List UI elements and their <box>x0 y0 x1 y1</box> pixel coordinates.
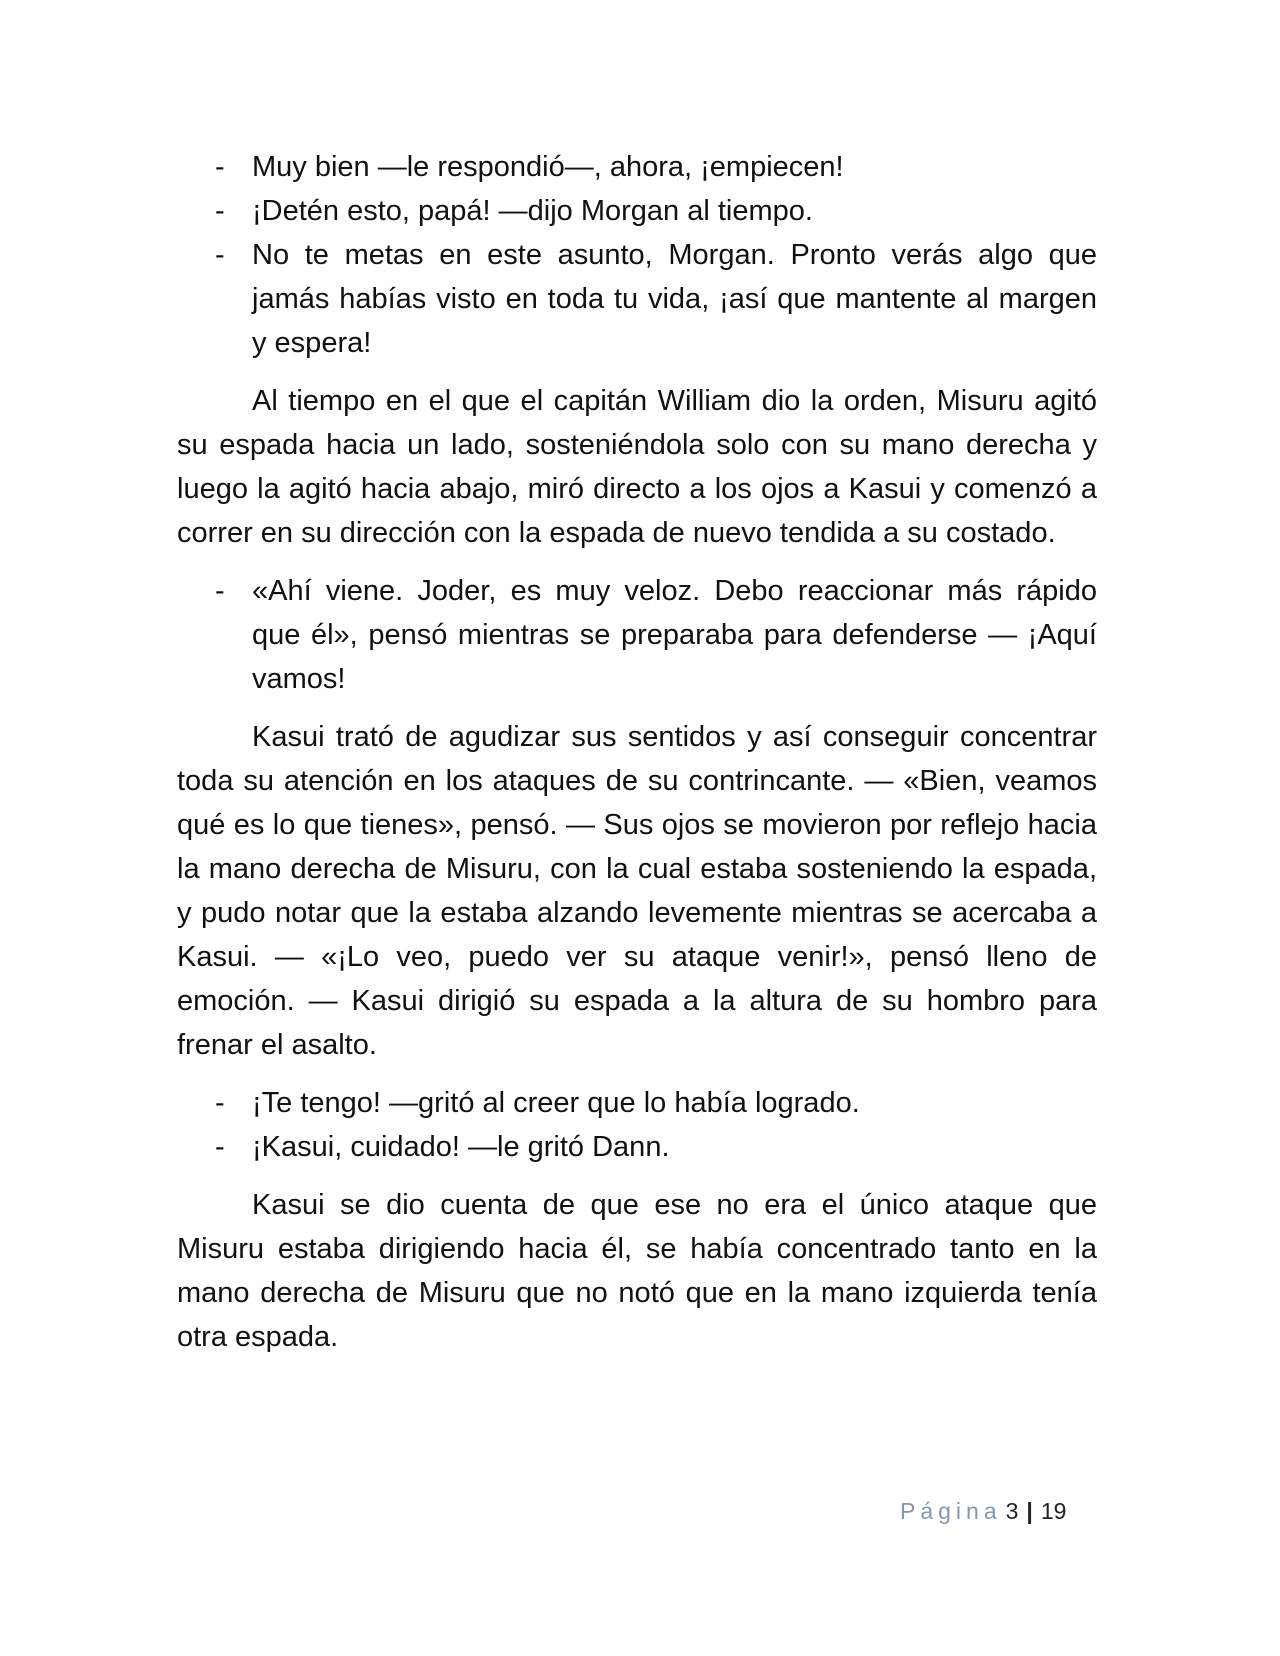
page-label: Página <box>900 1498 1002 1524</box>
dialogue-text: «Ahí viene. Joder, es muy veloz. Debo reaccionar más rápido que él», pensó mientras se preparaba para defenderse — ¡Aquí vamos! <box>252 575 1097 695</box>
dialogue-line <box>177 1125 1097 1169</box>
page-total: 19 <box>1040 1498 1067 1524</box>
dialogue-block-1 <box>177 145 1097 365</box>
dialogue-dash: - <box>215 1087 225 1119</box>
dialogue-dash: - <box>215 575 225 607</box>
dialogue-line <box>177 1081 1097 1125</box>
dialogue-dash: - <box>215 1131 225 1163</box>
dialogue-line <box>177 145 1097 189</box>
dialogue-dash: - <box>215 195 225 227</box>
dialogue-dash: - <box>215 151 225 183</box>
narrative-paragraph-2: Kasui trató de agudizar sus sentidos y así conseguir concentrar toda su atención en los ataques de su contrincante. — «Bien, veamos qué es lo que tienes», pensó. — Sus ojos se movieron por reflejo hacia la mano derecha de Misuru, con la cual estaba sosteniendo la espada, y pudo notar que la estaba alzando levemente mientras se acercaba a Kasui. — «¡Lo veo, puedo ver su ataque venir!», pensó lleno de emoción. — Kasui dirigió su espada a la altura de su hombro para frenar el asalto. <box>177 721 1097 1061</box>
dialogue-text: ¡Kasui, cuidado! —le gritó Dann. <box>252 1131 670 1163</box>
dialogue-text: ¡Te tengo! —gritó al creer que lo había logrado. <box>252 1087 860 1119</box>
page-separator: | <box>1026 1498 1033 1524</box>
dialogue-dash: - <box>215 239 225 271</box>
dialogue-line <box>177 569 1097 701</box>
dialogue-text: No te metas en este asunto, Morgan. Pronto verás algo que jamás habías visto en toda tu vida, ¡así que mantente al margen y espera! <box>252 239 1097 359</box>
dialogue-text: Muy bien —le respondió—, ahora, ¡empiecen! <box>252 151 844 183</box>
dialogue-block-3 <box>177 1081 1097 1169</box>
dialogue-line <box>177 233 1097 365</box>
dialogue-text: ¡Detén esto, papá! —dijo Morgan al tiempo. <box>252 195 813 227</box>
narrative-paragraph-1: Al tiempo en el que el capitán William dio la orden, Misuru agitó su espada hacia un lado, sosteniéndola solo con su mano derecha y luego la agitó hacia abajo, miró directo a los ojos a Kasui y comenzó a correr en su dirección con la espada de nuevo tendida a su costado. <box>177 385 1097 549</box>
page-footer <box>900 1496 1066 1526</box>
page-number: 3 <box>1005 1498 1019 1524</box>
document-page <box>177 145 1097 1373</box>
dialogue-block-2 <box>177 569 1097 701</box>
dialogue-line <box>177 189 1097 233</box>
narrative-paragraph-3: Kasui se dio cuenta de que ese no era el único ataque que Misuru estaba dirigiendo hacia él, se había concentrado tanto en la mano derecha de Misuru que no notó que en la mano izquierda tenía otra espada. <box>177 1189 1097 1353</box>
